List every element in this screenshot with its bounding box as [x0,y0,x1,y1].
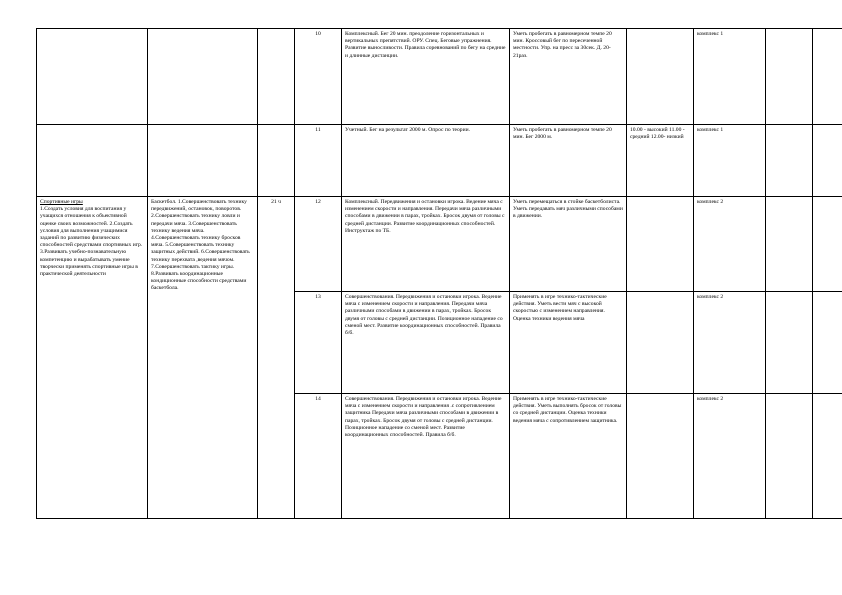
section-title: Спортивные игры [40,199,83,205]
lesson-result: Уметь пробегать в равномерном темпе 20 мин. Кроссовый бег по пересеченной местности. Упр. на пресс за 30сек. Д. 20-21раз. [510,29,627,125]
tasks-cell-empty [148,29,258,125]
empty-cell [766,125,813,197]
table-row [37,125,842,197]
section-cell [37,197,148,519]
section-cell-empty [37,125,148,197]
empty-cell [766,394,813,519]
empty-cell [813,125,842,197]
lesson-number: 11 [295,125,342,197]
empty-cell [766,292,813,394]
lesson-control: комплекс 2 [694,292,766,394]
lesson-norms: 10.00 - высокий 11.00 - средний 12.00- низкий [627,125,694,197]
lesson-control: комплекс 2 [694,394,766,519]
lesson-content: Учетный. Бег на результат 2000 м. Опрос по теории. [342,125,510,197]
empty-cell [813,29,842,125]
lesson-norms [627,197,694,292]
lesson-number: 12 [295,197,342,292]
lesson-result: Применять в игре технико-тактические действия. Уметь вести мяч с высокой скоростью с изменением направления. Оценка техники ведения мяча [510,292,627,394]
lesson-number: 13 [295,292,342,394]
empty-cell [813,292,842,394]
empty-cell [813,394,842,519]
section-cell-empty [37,29,148,125]
lesson-result: Уметь перемещаться в стойке баскетболиста. Уметь передавать мяч различными способами в движении. [510,197,627,292]
lesson-number: 14 [295,394,342,519]
empty-cell [766,29,813,125]
section-goals: 1.Создать условия для воспитания у учащихся отношения к объективной оценке своих возможностей. 2.Создать условия для выполнения учащимися заданий по развитию физических способностей средствами спортивных игр. 3.Развивать учебно-познавательную компетенцию и вырабатывать умение творчески применять спортивные игры в практической деятельности [40,206,143,278]
lesson-result: Уметь пробегать в равномерном темпе 20 мин. Бег 2000 м. [510,125,627,197]
lesson-norms [627,394,694,519]
empty-cell [766,197,813,292]
table-row [37,197,842,292]
lesson-norms [627,29,694,125]
lesson-control: комплекс 1 [694,125,766,197]
lesson-number: 10 [295,29,342,125]
lesson-content: Совершенствования. Передвижения и остановки игрока. Ведение мяча с изменением скорости и направления. Передачи мяча различными способами в движении в парах, тройках. Бросок двумя от головы с средней дистанции. Позиционное нападение со сменой мест. Развитие координационных способностей. Правила б/б. [342,292,510,394]
tasks-cell-empty [148,125,258,197]
lesson-content: Комплексный. Передвижения и остановки игрока. Ведение мяча с изменением скорости и направления. Передачи мяча различными способами в движении в парах, тройках. Бросок двумя от головы с средней дистанции. Развитие координационных способностей. Инструктаж по ТБ. [342,197,510,292]
hours-cell-empty [258,125,295,197]
table-row [37,29,842,125]
empty-cell [813,197,842,292]
lesson-control: комплекс 1 [694,29,766,125]
hours-cell-empty [258,29,295,125]
lesson-content: Комплексный. Бег 20 мин. преодоление горизонтальных и вертикальных препятствий. ОРУ. Спец. Беговые упражнения. Развитие выносливости. Правила соревнований по бегу на средние и длинные дистанции. [342,29,510,125]
tasks-cell: Баскетбол. 1.Совершенствовать технику передвижений, остановок, поворотов. 2.Совершенствовать технику ловли и передачи мяча. 3.Совершенствовать технику ведения мяча. 4.Совершенствовать технику бросков мяча. 5.Совершенствовать технику защитных действий. 6.Совершенствовать технику перехвата ,ведения мячом. 7.Совершенствовать тактику игры. 8.Развивать координационные кондиционные способности средствами баскетбола. [148,197,258,519]
hours-cell: 21 ч [258,197,295,519]
lesson-norms [627,292,694,394]
lesson-control: комплекс 2 [694,197,766,292]
lesson-content: Совершенствования. Передвижения и остановки игрока. Ведение мяча с изменением скорости и направления .с сопротивлением защитника Передачи мяча различными способами в движении в парах, тройках. Бросок двумя от головы с средней дистанции. Позиционное нападение со сменой мест. Развитие координационных способностей. Правила б/б. [342,394,510,519]
lesson-result: Применять в игре технико-тактические действия. Уметь выполнять бросок от головы со средней дистанции. Оценка техники ведения мяча с сопротивлением защитника. [510,394,627,519]
lesson-plan-table [36,28,842,519]
